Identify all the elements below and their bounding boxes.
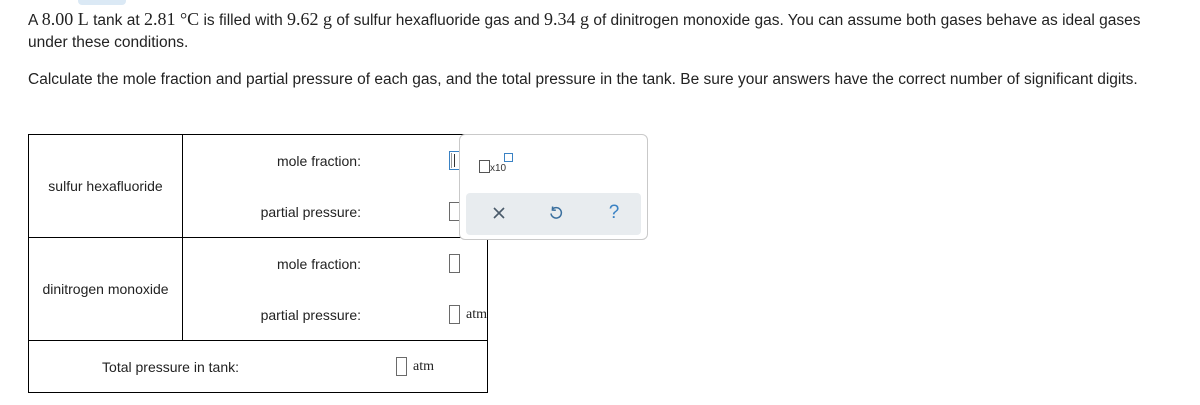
top-accent-bar: [78, 0, 126, 5]
x10-label: x10: [490, 163, 507, 174]
tank-volume: 8.00 L: [41, 9, 89, 29]
problem-paragraph-1: A 8.00 L tank at 2.81 °C is filled with 9.62 g of sulfur hexafluoride gas and 9.34 g of dinitrogen monoxide gas. You can assume both gases behave as ideal gases under these conditions.: [28, 9, 1141, 51]
problem-paragraph-2: Calculate the mole fraction and partial pressure of each gas, and the total pressure in the tank. Be sure your answers have the correct number of significant digits.: [28, 71, 1138, 88]
unit-label: atm: [413, 358, 434, 374]
gas-name-dinitrogen-monoxide: dinitrogen monoxide: [29, 238, 183, 341]
mole-fraction-label: mole fraction:: [276, 152, 361, 169]
scientific-notation-icon[interactable]: [479, 153, 515, 175]
mole-fraction-label: mole fraction:: [276, 255, 361, 272]
mass-gas-1: 9.62 g: [287, 9, 333, 29]
problem-statement: [28, 8, 1178, 91]
unit-label: atm: [466, 306, 487, 322]
close-icon[interactable]: [487, 201, 511, 225]
math-tools-panel: [459, 134, 648, 240]
total-pressure-input[interactable]: [396, 357, 407, 376]
partial-pressure-label: partial pressure:: [260, 306, 361, 323]
answer-table: [28, 134, 488, 393]
gas-name-sulfur-hexafluoride: sulfur hexafluoride: [29, 135, 183, 238]
tools-action-bar: [466, 193, 641, 235]
n2o-mole-fraction-input[interactable]: [449, 254, 460, 273]
n2o-partial-pressure-input[interactable]: [449, 305, 460, 324]
help-icon[interactable]: ?: [608, 202, 620, 223]
mass-gas-2: 9.34 g: [544, 9, 590, 29]
partial-pressure-label: partial pressure:: [260, 203, 361, 220]
tank-temperature: 2.81 °C: [143, 9, 200, 29]
undo-icon[interactable]: [544, 201, 568, 225]
total-pressure-label: Total pressure in tank:: [102, 358, 239, 375]
